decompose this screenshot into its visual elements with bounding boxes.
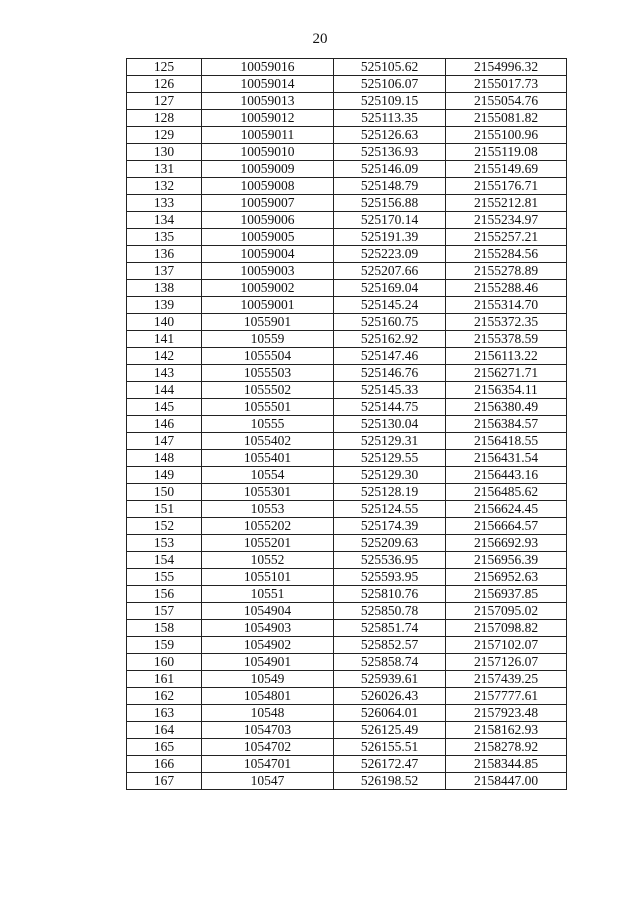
point-id-cell: 10059010 xyxy=(202,144,334,161)
row-index-cell: 151 xyxy=(127,501,202,518)
x-coordinate-cell: 525593.95 xyxy=(334,569,446,586)
point-id-cell: 10059002 xyxy=(202,280,334,297)
y-coordinate-cell: 2155100.96 xyxy=(446,127,567,144)
row-index-cell: 129 xyxy=(127,127,202,144)
table-row xyxy=(127,93,567,110)
x-coordinate-cell: 525146.76 xyxy=(334,365,446,382)
table-row xyxy=(127,484,567,501)
row-index-cell: 131 xyxy=(127,161,202,178)
table-row xyxy=(127,161,567,178)
row-index-cell: 136 xyxy=(127,246,202,263)
table-row xyxy=(127,348,567,365)
y-coordinate-cell: 2158162.93 xyxy=(446,722,567,739)
point-id-cell: 10059006 xyxy=(202,212,334,229)
table-row xyxy=(127,365,567,382)
point-id-cell: 10059012 xyxy=(202,110,334,127)
x-coordinate-cell: 525156.88 xyxy=(334,195,446,212)
row-index-cell: 145 xyxy=(127,399,202,416)
x-coordinate-cell: 525145.24 xyxy=(334,297,446,314)
point-id-cell: 1055402 xyxy=(202,433,334,450)
y-coordinate-cell: 2158344.85 xyxy=(446,756,567,773)
row-index-cell: 163 xyxy=(127,705,202,722)
row-index-cell: 137 xyxy=(127,263,202,280)
point-id-cell: 1054901 xyxy=(202,654,334,671)
point-id-cell: 1055501 xyxy=(202,399,334,416)
row-index-cell: 126 xyxy=(127,76,202,93)
row-index-cell: 140 xyxy=(127,314,202,331)
point-id-cell: 10059011 xyxy=(202,127,334,144)
y-coordinate-cell: 2155257.21 xyxy=(446,229,567,246)
y-coordinate-cell: 2155212.81 xyxy=(446,195,567,212)
row-index-cell: 162 xyxy=(127,688,202,705)
y-coordinate-cell: 2155278.89 xyxy=(446,263,567,280)
table-row xyxy=(127,552,567,569)
row-index-cell: 161 xyxy=(127,671,202,688)
y-coordinate-cell: 2156485.62 xyxy=(446,484,567,501)
table-row xyxy=(127,382,567,399)
y-coordinate-cell: 2156952.63 xyxy=(446,569,567,586)
x-coordinate-cell: 526125.49 xyxy=(334,722,446,739)
point-id-cell: 10059001 xyxy=(202,297,334,314)
point-id-cell: 10059013 xyxy=(202,93,334,110)
point-id-cell: 10059009 xyxy=(202,161,334,178)
table-row xyxy=(127,705,567,722)
x-coordinate-cell: 525130.04 xyxy=(334,416,446,433)
y-coordinate-cell: 2156384.57 xyxy=(446,416,567,433)
x-coordinate-cell: 525146.09 xyxy=(334,161,446,178)
row-index-cell: 146 xyxy=(127,416,202,433)
y-coordinate-cell: 2155081.82 xyxy=(446,110,567,127)
y-coordinate-cell: 2156113.22 xyxy=(446,348,567,365)
table-row xyxy=(127,586,567,603)
x-coordinate-cell: 525223.09 xyxy=(334,246,446,263)
row-index-cell: 157 xyxy=(127,603,202,620)
row-index-cell: 135 xyxy=(127,229,202,246)
y-coordinate-cell: 2156956.39 xyxy=(446,552,567,569)
point-id-cell: 10059008 xyxy=(202,178,334,195)
x-coordinate-cell: 525136.93 xyxy=(334,144,446,161)
table-row xyxy=(127,433,567,450)
x-coordinate-cell: 525851.74 xyxy=(334,620,446,637)
point-id-cell: 10059007 xyxy=(202,195,334,212)
table-row xyxy=(127,246,567,263)
y-coordinate-cell: 2155234.97 xyxy=(446,212,567,229)
x-coordinate-cell: 525147.46 xyxy=(334,348,446,365)
y-coordinate-cell: 2155314.70 xyxy=(446,297,567,314)
table-row xyxy=(127,314,567,331)
table-row xyxy=(127,654,567,671)
y-coordinate-cell: 2155054.76 xyxy=(446,93,567,110)
row-index-cell: 155 xyxy=(127,569,202,586)
table-row xyxy=(127,773,567,790)
x-coordinate-cell: 525109.15 xyxy=(334,93,446,110)
x-coordinate-cell: 525169.04 xyxy=(334,280,446,297)
table-row xyxy=(127,178,567,195)
page-number: 20 xyxy=(312,31,328,47)
x-coordinate-cell: 525126.63 xyxy=(334,127,446,144)
row-index-cell: 150 xyxy=(127,484,202,501)
x-coordinate-cell: 525191.39 xyxy=(334,229,446,246)
point-id-cell: 1055101 xyxy=(202,569,334,586)
y-coordinate-cell: 2156380.49 xyxy=(446,399,567,416)
y-coordinate-cell: 2156692.93 xyxy=(446,535,567,552)
y-coordinate-cell: 2155378.59 xyxy=(446,331,567,348)
y-coordinate-cell: 2158278.92 xyxy=(446,739,567,756)
row-index-cell: 142 xyxy=(127,348,202,365)
point-id-cell: 1054701 xyxy=(202,756,334,773)
y-coordinate-cell: 2157098.82 xyxy=(446,620,567,637)
point-id-cell: 1055901 xyxy=(202,314,334,331)
row-index-cell: 138 xyxy=(127,280,202,297)
x-coordinate-cell: 525858.74 xyxy=(334,654,446,671)
x-coordinate-cell: 525148.79 xyxy=(334,178,446,195)
y-coordinate-cell: 2155119.08 xyxy=(446,144,567,161)
y-coordinate-cell: 2157777.61 xyxy=(446,688,567,705)
table-row xyxy=(127,416,567,433)
row-index-cell: 153 xyxy=(127,535,202,552)
x-coordinate-cell: 525939.61 xyxy=(334,671,446,688)
y-coordinate-cell: 2156418.55 xyxy=(446,433,567,450)
row-index-cell: 127 xyxy=(127,93,202,110)
table-row xyxy=(127,518,567,535)
point-id-cell: 1055401 xyxy=(202,450,334,467)
x-coordinate-cell: 526172.47 xyxy=(334,756,446,773)
row-index-cell: 125 xyxy=(127,59,202,76)
x-coordinate-cell: 525209.63 xyxy=(334,535,446,552)
table-row xyxy=(127,450,567,467)
point-id-cell: 1055504 xyxy=(202,348,334,365)
row-index-cell: 154 xyxy=(127,552,202,569)
point-id-cell: 1055301 xyxy=(202,484,334,501)
table-row xyxy=(127,195,567,212)
table-row xyxy=(127,637,567,654)
row-index-cell: 165 xyxy=(127,739,202,756)
y-coordinate-cell: 2155149.69 xyxy=(446,161,567,178)
table-row xyxy=(127,467,567,484)
x-coordinate-cell: 525850.78 xyxy=(334,603,446,620)
x-coordinate-cell: 526198.52 xyxy=(334,773,446,790)
row-index-cell: 134 xyxy=(127,212,202,229)
table-row xyxy=(127,722,567,739)
point-id-cell: 10551 xyxy=(202,586,334,603)
x-coordinate-cell: 525160.75 xyxy=(334,314,446,331)
y-coordinate-cell: 2158447.00 xyxy=(446,773,567,790)
table-row xyxy=(127,688,567,705)
x-coordinate-cell: 526155.51 xyxy=(334,739,446,756)
table-row xyxy=(127,535,567,552)
table-row xyxy=(127,144,567,161)
y-coordinate-cell: 2157102.07 xyxy=(446,637,567,654)
point-id-cell: 10059005 xyxy=(202,229,334,246)
coordinates-table-body xyxy=(127,59,567,790)
row-index-cell: 147 xyxy=(127,433,202,450)
y-coordinate-cell: 2156354.11 xyxy=(446,382,567,399)
x-coordinate-cell: 525170.14 xyxy=(334,212,446,229)
row-index-cell: 141 xyxy=(127,331,202,348)
point-id-cell: 1054904 xyxy=(202,603,334,620)
point-id-cell: 1055503 xyxy=(202,365,334,382)
x-coordinate-cell: 525174.39 xyxy=(334,518,446,535)
x-coordinate-cell: 525852.57 xyxy=(334,637,446,654)
x-coordinate-cell: 525144.75 xyxy=(334,399,446,416)
table-row xyxy=(127,331,567,348)
point-id-cell: 1054702 xyxy=(202,739,334,756)
point-id-cell: 1054902 xyxy=(202,637,334,654)
table-row xyxy=(127,110,567,127)
coordinates-table xyxy=(126,58,567,790)
x-coordinate-cell: 525106.07 xyxy=(334,76,446,93)
row-index-cell: 152 xyxy=(127,518,202,535)
table-row xyxy=(127,229,567,246)
table-row xyxy=(127,280,567,297)
y-coordinate-cell: 2157439.25 xyxy=(446,671,567,688)
point-id-cell: 10554 xyxy=(202,467,334,484)
table-row xyxy=(127,739,567,756)
point-id-cell: 10059016 xyxy=(202,59,334,76)
table-row xyxy=(127,76,567,93)
table-row xyxy=(127,756,567,773)
row-index-cell: 130 xyxy=(127,144,202,161)
table-row xyxy=(127,569,567,586)
table-row xyxy=(127,620,567,637)
x-coordinate-cell: 525536.95 xyxy=(334,552,446,569)
x-coordinate-cell: 525129.55 xyxy=(334,450,446,467)
y-coordinate-cell: 2155288.46 xyxy=(446,280,567,297)
row-index-cell: 133 xyxy=(127,195,202,212)
x-coordinate-cell: 525128.19 xyxy=(334,484,446,501)
point-id-cell: 10559 xyxy=(202,331,334,348)
point-id-cell: 10059003 xyxy=(202,263,334,280)
y-coordinate-cell: 2155372.35 xyxy=(446,314,567,331)
table-row xyxy=(127,399,567,416)
row-index-cell: 164 xyxy=(127,722,202,739)
point-id-cell: 10547 xyxy=(202,773,334,790)
point-id-cell: 10553 xyxy=(202,501,334,518)
table-row xyxy=(127,59,567,76)
y-coordinate-cell: 2156937.85 xyxy=(446,586,567,603)
row-index-cell: 143 xyxy=(127,365,202,382)
point-id-cell: 10548 xyxy=(202,705,334,722)
x-coordinate-cell: 525105.62 xyxy=(334,59,446,76)
point-id-cell: 1054801 xyxy=(202,688,334,705)
point-id-cell: 10059014 xyxy=(202,76,334,93)
y-coordinate-cell: 2155176.71 xyxy=(446,178,567,195)
x-coordinate-cell: 525129.31 xyxy=(334,433,446,450)
y-coordinate-cell: 2156271.71 xyxy=(446,365,567,382)
row-index-cell: 166 xyxy=(127,756,202,773)
x-coordinate-cell: 526064.01 xyxy=(334,705,446,722)
row-index-cell: 167 xyxy=(127,773,202,790)
row-index-cell: 132 xyxy=(127,178,202,195)
row-index-cell: 156 xyxy=(127,586,202,603)
y-coordinate-cell: 2157095.02 xyxy=(446,603,567,620)
y-coordinate-cell: 2157923.48 xyxy=(446,705,567,722)
table-row xyxy=(127,127,567,144)
x-coordinate-cell: 525207.66 xyxy=(334,263,446,280)
row-index-cell: 148 xyxy=(127,450,202,467)
point-id-cell: 1054903 xyxy=(202,620,334,637)
y-coordinate-cell: 2157126.07 xyxy=(446,654,567,671)
row-index-cell: 128 xyxy=(127,110,202,127)
table-row xyxy=(127,212,567,229)
y-coordinate-cell: 2155284.56 xyxy=(446,246,567,263)
point-id-cell: 10552 xyxy=(202,552,334,569)
row-index-cell: 160 xyxy=(127,654,202,671)
point-id-cell: 1055201 xyxy=(202,535,334,552)
table-row xyxy=(127,501,567,518)
x-coordinate-cell: 526026.43 xyxy=(334,688,446,705)
table-row xyxy=(127,603,567,620)
x-coordinate-cell: 525145.33 xyxy=(334,382,446,399)
row-index-cell: 158 xyxy=(127,620,202,637)
y-coordinate-cell: 2156443.16 xyxy=(446,467,567,484)
row-index-cell: 144 xyxy=(127,382,202,399)
y-coordinate-cell: 2154996.32 xyxy=(446,59,567,76)
y-coordinate-cell: 2155017.73 xyxy=(446,76,567,93)
table-row xyxy=(127,671,567,688)
row-index-cell: 139 xyxy=(127,297,202,314)
point-id-cell: 10059004 xyxy=(202,246,334,263)
y-coordinate-cell: 2156664.57 xyxy=(446,518,567,535)
point-id-cell: 10549 xyxy=(202,671,334,688)
x-coordinate-cell: 525810.76 xyxy=(334,586,446,603)
y-coordinate-cell: 2156624.45 xyxy=(446,501,567,518)
table-row xyxy=(127,297,567,314)
x-coordinate-cell: 525113.35 xyxy=(334,110,446,127)
x-coordinate-cell: 525129.30 xyxy=(334,467,446,484)
point-id-cell: 1055202 xyxy=(202,518,334,535)
point-id-cell: 10555 xyxy=(202,416,334,433)
point-id-cell: 1055502 xyxy=(202,382,334,399)
x-coordinate-cell: 525124.55 xyxy=(334,501,446,518)
row-index-cell: 149 xyxy=(127,467,202,484)
row-index-cell: 159 xyxy=(127,637,202,654)
y-coordinate-cell: 2156431.54 xyxy=(446,450,567,467)
x-coordinate-cell: 525162.92 xyxy=(334,331,446,348)
point-id-cell: 1054703 xyxy=(202,722,334,739)
table-row xyxy=(127,263,567,280)
